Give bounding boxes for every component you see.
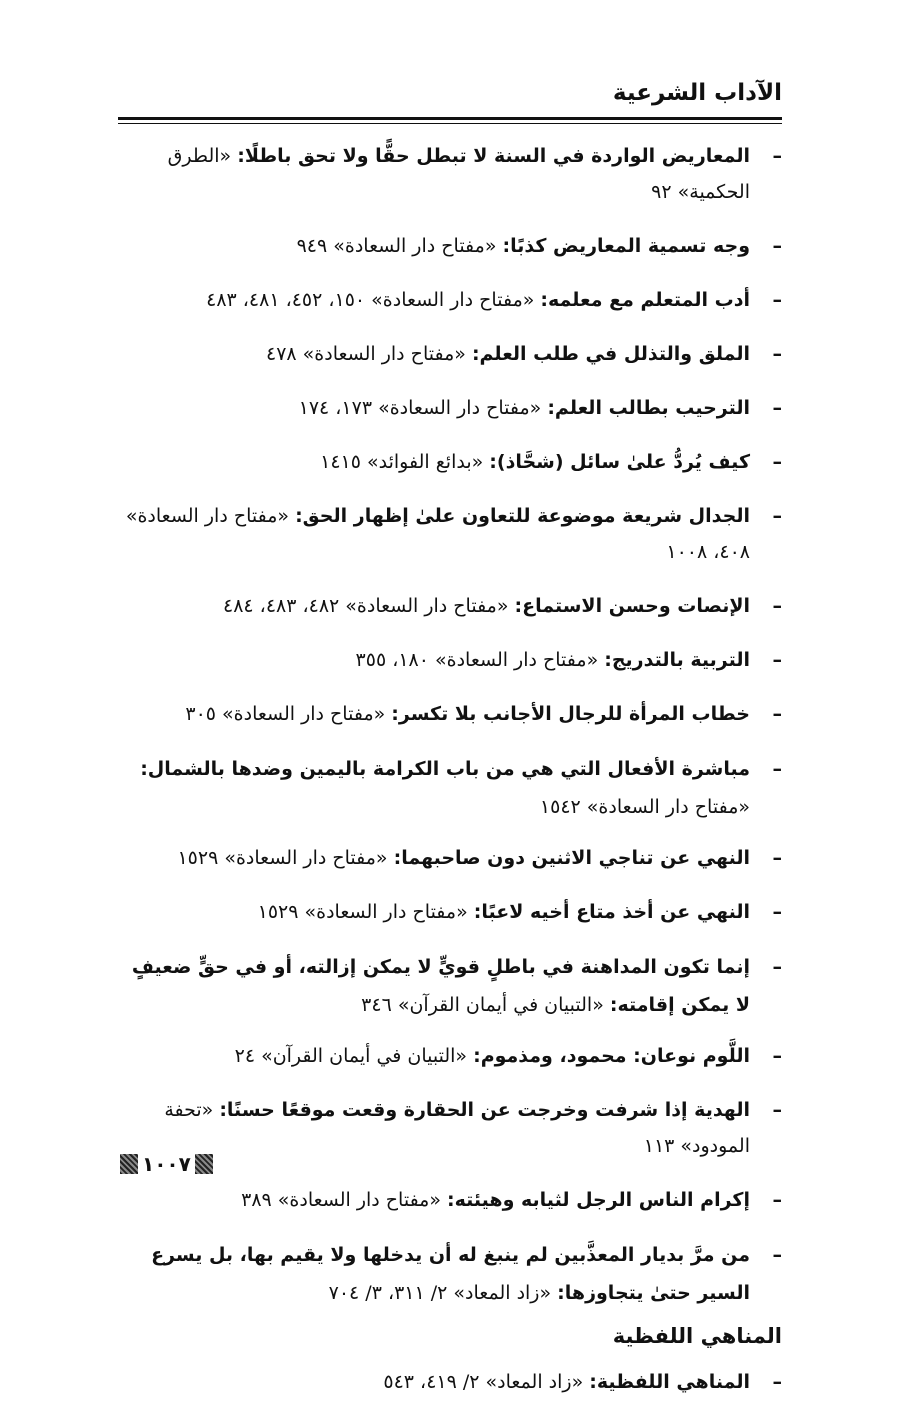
entry-topic: إنما تكون المداهنة في باطلٍ قويٍّ لا يمكن إزالته، أو في حقٍّ ضعيفٍ لا يمكن إقامته: xyxy=(131,956,750,1016)
index-entry xyxy=(118,1236,782,1312)
section-heading: المناهي اللفظية xyxy=(612,1324,782,1348)
entry-source: «مفتاح دار السعادة» ٣٠٥ xyxy=(185,703,392,725)
folio-ornament-icon xyxy=(120,1154,138,1174)
index-entry xyxy=(118,948,782,1024)
page-folio xyxy=(120,1152,213,1176)
index-entry xyxy=(118,1092,782,1164)
entry-source: «مفتاح دار السعادة» ١٥٤٢ xyxy=(539,796,750,818)
entry-source: «مفتاح دار السعادة» ١٨٠، ٣٥٥ xyxy=(355,649,605,671)
entry-source: «مفتاح دار السعادة» ١٥٢٩ xyxy=(257,901,474,923)
entry-dash: – xyxy=(772,595,782,617)
entry-source: «التبيان في أيمان القرآن» ٢٤ xyxy=(234,1045,474,1067)
index-entry xyxy=(118,696,782,732)
entry-dash: – xyxy=(772,703,782,725)
index-entry xyxy=(118,642,782,678)
entry-source: «مفتاح دار السعادة» ١٧٣، ١٧٤ xyxy=(298,397,548,419)
entry-dash: – xyxy=(772,1099,782,1121)
header-rule xyxy=(118,117,782,120)
entry-source: «التبيان في أيمان القرآن» ٣٤٦ xyxy=(361,994,610,1016)
entry-topic: خطاب المرأة للرجال الأجانب بلا تكسر: xyxy=(391,703,750,725)
entry-dash: – xyxy=(772,1371,782,1393)
entry-topic: الجدال شريعة موضوعة للتعاون علىٰ إظهار الحق: xyxy=(295,505,750,527)
index-entry xyxy=(118,588,782,624)
index-entries xyxy=(118,138,782,1418)
entry-topic: الملق والتذلل في طلب العلم: xyxy=(471,343,750,365)
entry-dash: – xyxy=(772,235,782,257)
entry-source: «مفتاح دار السعادة» ٤٧٨ xyxy=(266,343,472,365)
entry-source: «مفتاح دار السعادة» ٩٤٩ xyxy=(296,235,503,257)
entry-topic: كيف يُردُّ علىٰ سائل (شحَّاذ): xyxy=(489,451,750,473)
index-entry xyxy=(118,894,782,930)
entry-source: «مفتاح دار السعادة» ٤٨٢، ٤٨٣، ٤٨٤ xyxy=(223,595,515,617)
entry-topic: اللَّوم نوعان: محمود، ومذموم: xyxy=(473,1045,750,1067)
entry-dash: – xyxy=(772,1244,782,1266)
folio-ornament-icon xyxy=(195,1154,213,1174)
index-entry xyxy=(118,228,782,264)
entry-topic: أدب المتعلم مع معلمه: xyxy=(540,289,750,311)
entry-topic: الإنصات وحسن الاستماع: xyxy=(514,595,750,617)
entry-dash: – xyxy=(772,649,782,671)
entry-dash: – xyxy=(772,505,782,527)
index-entry xyxy=(118,498,782,570)
index-entry xyxy=(118,840,782,876)
index-entry xyxy=(118,444,782,480)
index-entry xyxy=(118,1364,782,1400)
entry-topic: التربية بالتدريج: xyxy=(604,649,750,671)
index-entry xyxy=(118,750,782,826)
entry-topic: النهي عن أخذ متاع أخيه لاعبًا: xyxy=(473,901,750,923)
entry-source: «مفتاح دار السعادة» ١٥٢٩ xyxy=(177,847,394,869)
entry-source: «مفتاح دار السعادة» ٤٠٨، ١٠٠٨ xyxy=(125,505,750,563)
entry-dash: – xyxy=(772,145,782,167)
entry-dash: – xyxy=(772,1189,782,1211)
entry-topic: الترحيب بطالب العلم: xyxy=(547,397,750,419)
entry-topic: مباشرة الأفعال التي هي من باب الكرامة باليمين وضدها بالشمال: xyxy=(140,758,750,780)
entry-source: «بدائع الفوائد» ١٤١٥ xyxy=(320,451,490,473)
entry-dash: – xyxy=(772,397,782,419)
entry-topic: وجه تسمية المعاريض كذبًا: xyxy=(502,235,750,257)
entry-dash: – xyxy=(772,343,782,365)
entry-source: «زاد المعاد» ٢/ ٣١١، ٣/ ٧٠٤ xyxy=(328,1282,558,1304)
index-entry xyxy=(118,1182,782,1218)
entry-source: «تحفة المودود» ١١٣ xyxy=(164,1099,750,1157)
index-entry xyxy=(118,282,782,318)
entry-topic: إكرام الناس الرجل لثيابه وهيئته: xyxy=(447,1189,750,1211)
index-entry xyxy=(118,138,782,210)
entry-dash: – xyxy=(772,289,782,311)
index-entry xyxy=(118,336,782,372)
entry-topic: المعاريض الواردة في السنة لا تبطل حقًّا ولا تحق باطلًا: xyxy=(237,145,750,167)
entry-source: «مفتاح دار السعادة» ١٥٠، ٤٥٢، ٤٨١، ٤٨٣ xyxy=(206,289,541,311)
index-entry xyxy=(118,1038,782,1074)
entry-dash: – xyxy=(772,901,782,923)
entry-source: «مفتاح دار السعادة» ٣٨٩ xyxy=(241,1189,448,1211)
index-entry xyxy=(118,390,782,426)
entry-dash: – xyxy=(772,1045,782,1067)
entry-dash: – xyxy=(772,847,782,869)
entry-source: «الطرق الحكمية» ٩٢ xyxy=(167,145,750,203)
entry-dash: – xyxy=(772,451,782,473)
page-number: ١٠٠٧ xyxy=(142,1152,191,1176)
header-rule-thin xyxy=(118,123,782,124)
entry-topic: من مرَّ بديار المعذَّبين لم ينبغ له أن يدخلها ولا يقيم بها، بل يسرع السير حتىٰ يتجاوزها: xyxy=(151,1244,750,1304)
entry-topic: الهدية إذا شرفت وخرجت عن الحقارة وقعت موقعًا حسنًا: xyxy=(219,1099,750,1121)
entry-topic: النهي عن تناجي الاثنين دون صاحبهما: xyxy=(393,847,750,869)
entry-dash: – xyxy=(772,956,782,978)
entry-topic: المناهي اللفظية: xyxy=(589,1371,750,1393)
running-header-title: الآداب الشرعية xyxy=(612,80,782,106)
entry-dash: – xyxy=(772,758,782,780)
entry-source: «زاد المعاد» ٢/ ٤١٩، ٥٤٣ xyxy=(383,1371,590,1393)
